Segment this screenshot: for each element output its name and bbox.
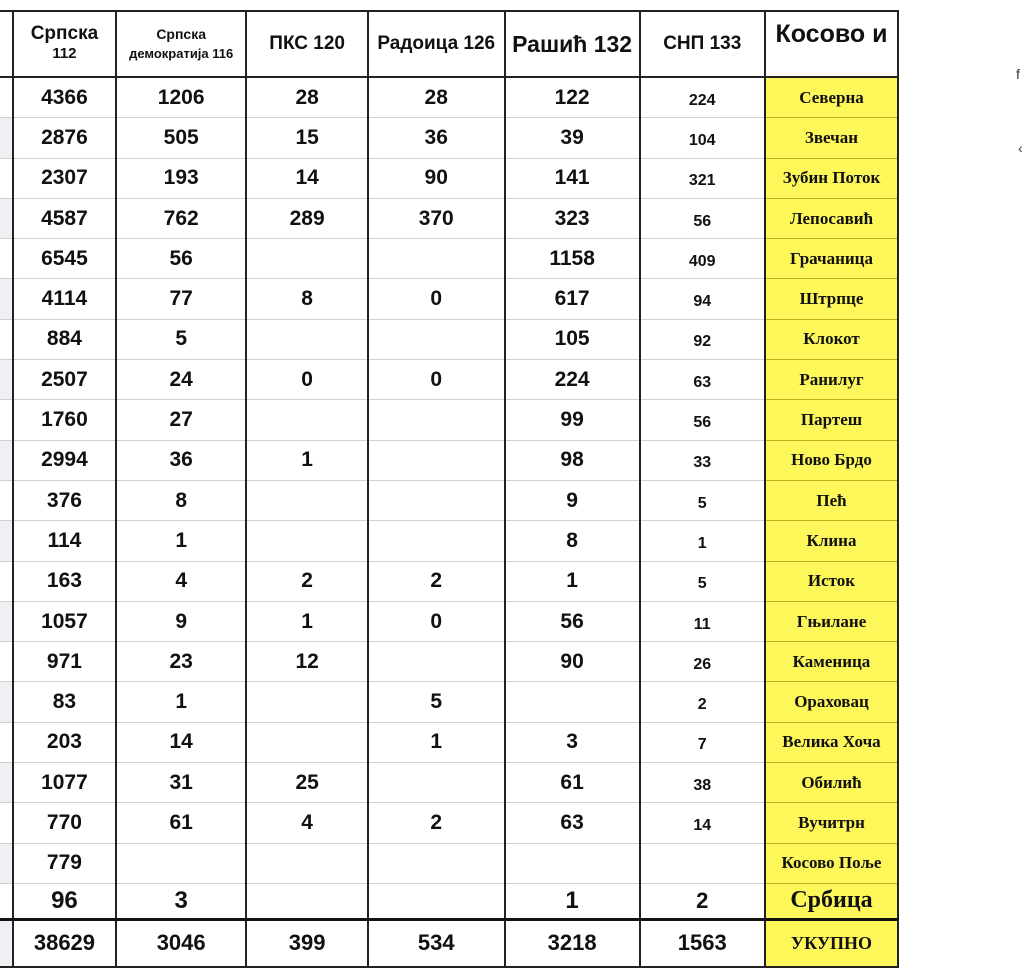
row-header-cell[interactable] [0,843,13,883]
cell-snp[interactable]: 321 [640,158,765,198]
row-header-cell[interactable] [0,919,13,967]
cell-rasic[interactable]: 90 [505,642,640,682]
cell-srpska[interactable]: 376 [13,480,116,520]
cell-snp[interactable]: 1563 [640,919,765,967]
cell-radoica[interactable]: 2 [368,803,505,843]
cell-snp[interactable]: 56 [640,400,765,440]
row-header-cell[interactable] [0,601,13,641]
cell-sd[interactable]: 27 [116,400,246,440]
cell-srpska[interactable]: 1077 [13,763,116,803]
cell-sd[interactable]: 8 [116,480,246,520]
cell-snp[interactable]: 7 [640,722,765,762]
total-row [0,919,1019,967]
cell-srpska[interactable]: 770 [13,803,116,843]
cell-pks[interactable] [246,722,368,762]
cell-place[interactable]: Ново Брдо [765,440,898,480]
cell-radoica[interactable] [368,642,505,682]
cell-rasic[interactable]: 141 [505,158,640,198]
header-srpska-name: Српска [30,23,99,44]
row-header-cell[interactable] [0,763,13,803]
row-header-cell[interactable] [0,722,13,762]
cell-sd[interactable]: 1 [116,521,246,561]
cell-radoica[interactable] [368,440,505,480]
cell-sd[interactable]: 23 [116,642,246,682]
cell-sd[interactable]: 9 [116,601,246,641]
table-row [0,319,1019,359]
cell-rasic[interactable] [505,682,640,722]
cell-snp[interactable]: 11 [640,601,765,641]
table-row [0,843,1019,883]
cell-place[interactable]: УКУПНО [765,919,898,967]
cell-rasic[interactable]: 3218 [505,919,640,967]
cell-sd[interactable]: 193 [116,158,246,198]
cell-pks[interactable] [246,682,368,722]
row-header-cell[interactable] [0,440,13,480]
cell-srpska[interactable]: 1057 [13,601,116,641]
cell-radoica[interactable]: 0 [368,360,505,400]
cell-snp[interactable]: 224 [640,77,765,118]
cell-radoica[interactable] [368,883,505,919]
cell-sd[interactable]: 1206 [116,77,246,118]
cell-radoica[interactable] [368,400,505,440]
cell-snp[interactable]: 14 [640,803,765,843]
cell-sd[interactable]: 56 [116,239,246,279]
cell-srpska[interactable]: 4114 [13,279,116,319]
table-row [0,198,1019,238]
cell-radoica[interactable]: 28 [368,77,505,118]
header-place[interactable]: Косово и [765,11,898,77]
cell-pks[interactable]: 12 [246,642,368,682]
table-row [0,601,1019,641]
cell-rasic[interactable]: 1 [505,883,640,919]
row-header-cell[interactable] [0,561,13,601]
cell-pks[interactable]: 399 [246,919,368,967]
cell-srpska[interactable]: 4366 [13,77,116,118]
row-header-cell[interactable] [0,642,13,682]
row-header-cell[interactable] [0,400,13,440]
cell-sd[interactable]: 77 [116,279,246,319]
cell-place[interactable]: Северна [765,77,898,118]
cell-snp[interactable]: 33 [640,440,765,480]
cell-rasic[interactable]: 617 [505,279,640,319]
table-row [0,440,1019,480]
row-header-cell[interactable] [0,77,13,118]
cell-rasic[interactable]: 1 [505,561,640,601]
cell-srpska[interactable]: 4587 [13,198,116,238]
cell-sd[interactable]: 3 [116,883,246,919]
header-sd-number: демократија 116 [129,46,234,61]
cell-rasic[interactable]: 323 [505,198,640,238]
cell-sd[interactable]: 14 [116,722,246,762]
row-header-corner [0,11,13,77]
cell-radoica[interactable] [368,480,505,520]
cell-place[interactable]: Звечан [765,118,898,158]
table-row [0,158,1019,198]
cell-sd[interactable]: 24 [116,360,246,400]
table-row [0,763,1019,803]
cell-radoica[interactable]: 1 [368,722,505,762]
cell-radoica[interactable]: 36 [368,118,505,158]
overflow-mark-2: ‹ [1018,140,1023,156]
cell-sd[interactable]: 762 [116,198,246,238]
cell-rasic[interactable]: 3 [505,722,640,762]
header-sd-name: Српска [156,26,207,42]
cell-rasic[interactable]: 8 [505,521,640,561]
header-srpska-number: 112 [52,45,77,62]
header-pks[interactable]: ПКС 120 [246,11,368,77]
cell-srpska[interactable]: 2307 [13,158,116,198]
cell-radoica[interactable] [368,239,505,279]
cell-place[interactable]: Лепосавић [765,198,898,238]
votes-table [0,10,1020,968]
cell-place[interactable]: Каменица [765,642,898,682]
table-row [0,118,1019,158]
row-header-cell[interactable] [0,319,13,359]
cell-srpska[interactable]: 83 [13,682,116,722]
cell-pks[interactable] [246,843,368,883]
cell-pks[interactable]: 0 [246,360,368,400]
cell-snp[interactable]: 5 [640,561,765,601]
cell-place[interactable]: Пећ [765,480,898,520]
cell-place[interactable]: Грачаница [765,239,898,279]
header-snp[interactable]: СНП 133 [640,11,765,77]
cell-place[interactable]: Клина [765,521,898,561]
cell-pks[interactable]: 28 [246,77,368,118]
table-row [0,400,1019,440]
cell-sd[interactable]: 1 [116,682,246,722]
row-header-cell[interactable] [0,521,13,561]
cell-radoica[interactable]: 370 [368,198,505,238]
cell-sd[interactable]: 505 [116,118,246,158]
cell-snp[interactable]: 2 [640,883,765,919]
header-srpska[interactable] [13,11,116,77]
cell-radoica[interactable]: 2 [368,561,505,601]
table-row [0,77,1019,118]
row-header-cell[interactable] [0,158,13,198]
cell-radoica[interactable]: 90 [368,158,505,198]
cell-snp[interactable]: 5 [640,480,765,520]
cell-srpska[interactable]: 884 [13,319,116,359]
cell-sd[interactable]: 31 [116,763,246,803]
table-row [0,239,1019,279]
cell-radoica[interactable] [368,319,505,359]
cell-rasic[interactable]: 1158 [505,239,640,279]
table-row [0,883,1019,919]
header-srpska-demokratija[interactable] [116,11,246,77]
cell-rasic[interactable]: 122 [505,77,640,118]
cell-place[interactable]: Гњилане [765,601,898,641]
cell-rasic[interactable]: 63 [505,803,640,843]
cell-place[interactable]: Ранилуг [765,360,898,400]
cell-srpska[interactable]: 96 [13,883,116,919]
cell-rasic[interactable]: 9 [505,480,640,520]
cell-snp[interactable]: 104 [640,118,765,158]
row-header-cell[interactable] [0,360,13,400]
cell-place[interactable]: Исток [765,561,898,601]
cell-place[interactable]: Штрпце [765,279,898,319]
table-row [0,682,1019,722]
cell-sd[interactable]: 3046 [116,919,246,967]
cell-radoica[interactable]: 0 [368,279,505,319]
cell-pks[interactable]: 14 [246,158,368,198]
cell-sd[interactable]: 5 [116,319,246,359]
header-radoica[interactable]: Радоица 126 [368,11,505,77]
cell-pks[interactable]: 1 [246,601,368,641]
cell-snp[interactable]: 63 [640,360,765,400]
cell-sd[interactable]: 36 [116,440,246,480]
row-header-cell[interactable] [0,803,13,843]
cell-pks[interactable]: 289 [246,198,368,238]
cell-radoica[interactable] [368,521,505,561]
cell-srpska[interactable]: 2994 [13,440,116,480]
cell-radoica[interactable]: 534 [368,919,505,967]
header-row [0,11,1019,77]
cell-pks[interactable]: 8 [246,279,368,319]
cell-pks[interactable]: 25 [246,763,368,803]
cell-srpska[interactable]: 971 [13,642,116,682]
cell-pks[interactable]: 4 [246,803,368,843]
cell-pks[interactable] [246,480,368,520]
cell-snp[interactable]: 94 [640,279,765,319]
cell-pks[interactable]: 2 [246,561,368,601]
overflow-mark-1: f [1016,66,1020,82]
table-body [0,77,1019,967]
cell-rasic[interactable]: 39 [505,118,640,158]
cell-srpska[interactable]: 2507 [13,360,116,400]
cell-pks[interactable] [246,400,368,440]
cell-rasic[interactable] [505,843,640,883]
cell-radoica[interactable] [368,843,505,883]
cell-pks[interactable] [246,319,368,359]
cell-snp[interactable]: 2 [640,682,765,722]
cell-sd[interactable] [116,843,246,883]
cell-srpska[interactable]: 203 [13,722,116,762]
cell-rasic[interactable]: 56 [505,601,640,641]
cell-srpska[interactable]: 2876 [13,118,116,158]
cell-rasic[interactable]: 224 [505,360,640,400]
cell-snp[interactable] [640,843,765,883]
cell-srpska[interactable]: 779 [13,843,116,883]
cell-sd[interactable]: 4 [116,561,246,601]
cell-rasic[interactable]: 61 [505,763,640,803]
cell-pks[interactable]: 1 [246,440,368,480]
table-row [0,279,1019,319]
table-row [0,642,1019,682]
cell-snp[interactable]: 409 [640,239,765,279]
cell-place[interactable]: Вучитрн [765,803,898,843]
cell-sd[interactable]: 61 [116,803,246,843]
table-row [0,521,1019,561]
cell-snp[interactable]: 56 [640,198,765,238]
cell-srpska[interactable]: 163 [13,561,116,601]
cell-place[interactable]: Клокот [765,319,898,359]
cell-place[interactable]: Партеш [765,400,898,440]
row-header-cell[interactable] [0,279,13,319]
cell-srpska[interactable]: 6545 [13,239,116,279]
cell-srpska[interactable]: 1760 [13,400,116,440]
cell-place[interactable]: Велика Хоча [765,722,898,762]
row-header-cell[interactable] [0,239,13,279]
cell-rasic[interactable]: 98 [505,440,640,480]
header-rasic[interactable]: Рашић 132 [505,11,640,77]
row-header-cell[interactable] [0,682,13,722]
row-header-cell[interactable] [0,480,13,520]
cell-radoica[interactable]: 0 [368,601,505,641]
cell-radoica[interactable] [368,763,505,803]
cell-snp[interactable]: 26 [640,642,765,682]
cell-rasic[interactable]: 99 [505,400,640,440]
cell-snp[interactable]: 38 [640,763,765,803]
row-header-cell[interactable] [0,118,13,158]
cell-pks[interactable] [246,521,368,561]
cell-pks[interactable]: 15 [246,118,368,158]
cell-place[interactable]: Зубин Поток [765,158,898,198]
cell-place[interactable]: Србица [765,883,898,919]
table-row [0,360,1019,400]
cell-srpska[interactable]: 114 [13,521,116,561]
cell-srpska[interactable]: 38629 [13,919,116,967]
table-row [0,480,1019,520]
cell-place[interactable]: Обилић [765,763,898,803]
table-row [0,722,1019,762]
cell-radoica[interactable]: 5 [368,682,505,722]
cell-pks[interactable] [246,883,368,919]
table-row [0,803,1019,843]
cell-snp[interactable]: 1 [640,521,765,561]
cell-rasic[interactable]: 105 [505,319,640,359]
row-header-cell[interactable] [0,883,13,919]
table-row [0,561,1019,601]
cell-snp[interactable]: 92 [640,319,765,359]
cell-pks[interactable] [246,239,368,279]
row-header-cell[interactable] [0,198,13,238]
cell-place[interactable]: Косово Поље [765,843,898,883]
cell-place[interactable]: Ораховац [765,682,898,722]
